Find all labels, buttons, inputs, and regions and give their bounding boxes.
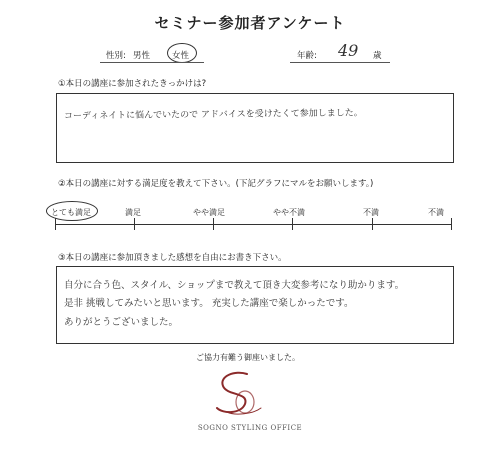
q1-answer-text: コーディネイトに悩んでいたので アドバイスを受けたくて参加しました。: [63, 108, 363, 122]
logo-mark-icon: [205, 368, 275, 420]
scale-tick: [55, 218, 56, 230]
scale-tick: [134, 218, 135, 230]
scale-label-somewhat-dissatisfied[interactable]: やや不満: [273, 208, 305, 217]
q3-answer-line: 自分に合う色、スタイル、ショップまで教えて頂き大変参考になり助かります。: [64, 280, 405, 291]
q1-answer-box[interactable]: [56, 93, 454, 163]
q3-answer-line: 是非 挑戦してみたいと思います。 充実した講座で楽しかったです。: [64, 298, 354, 309]
gender-label: 性別:: [106, 51, 126, 61]
scale-label-dissatisfied[interactable]: 不満: [363, 208, 379, 217]
age-value[interactable]: 49: [338, 41, 359, 60]
gender-option-female[interactable]: 女性: [172, 51, 190, 61]
q2-question: ②本日の講座に対する満足度を教えて下さい。(下記グラフにマルをお願いします。): [58, 179, 374, 189]
age-label: 年齢:: [297, 51, 317, 61]
q1-question: ①本日の講座に参加されたきっかけは?: [58, 79, 207, 89]
scale-tick: [451, 218, 452, 230]
scale-label-somewhat-satisfied[interactable]: やや満足: [193, 208, 225, 217]
q3-answer-line: ありがとうございました。: [64, 317, 179, 328]
scale-tick: [292, 218, 293, 230]
page-title: セミナー参加者アンケート: [154, 14, 346, 32]
q3-question: ③本日の講座に参加頂きました感想を自由にお書き下さい。: [58, 253, 287, 263]
company-logo: [205, 368, 275, 420]
scale-tick: [213, 218, 214, 230]
gender-underline: [100, 62, 204, 63]
company-name: SOGNO STYLING OFFICE: [197, 424, 303, 432]
thanks-message: ご協力有難う御座いました。: [196, 353, 300, 362]
gender-option-male[interactable]: 男性: [133, 51, 151, 61]
age-unit: 歳: [373, 51, 382, 61]
scale-label-very-satisfied[interactable]: とても満足: [51, 208, 91, 217]
scale-label-very-dissatisfied[interactable]: 不満: [428, 208, 444, 217]
satisfaction-scale-line: [55, 224, 452, 225]
scale-label-satisfied[interactable]: 満足: [125, 208, 141, 217]
q3-answer-box[interactable]: [56, 266, 454, 344]
age-underline: [290, 62, 390, 63]
scale-tick: [372, 218, 373, 230]
